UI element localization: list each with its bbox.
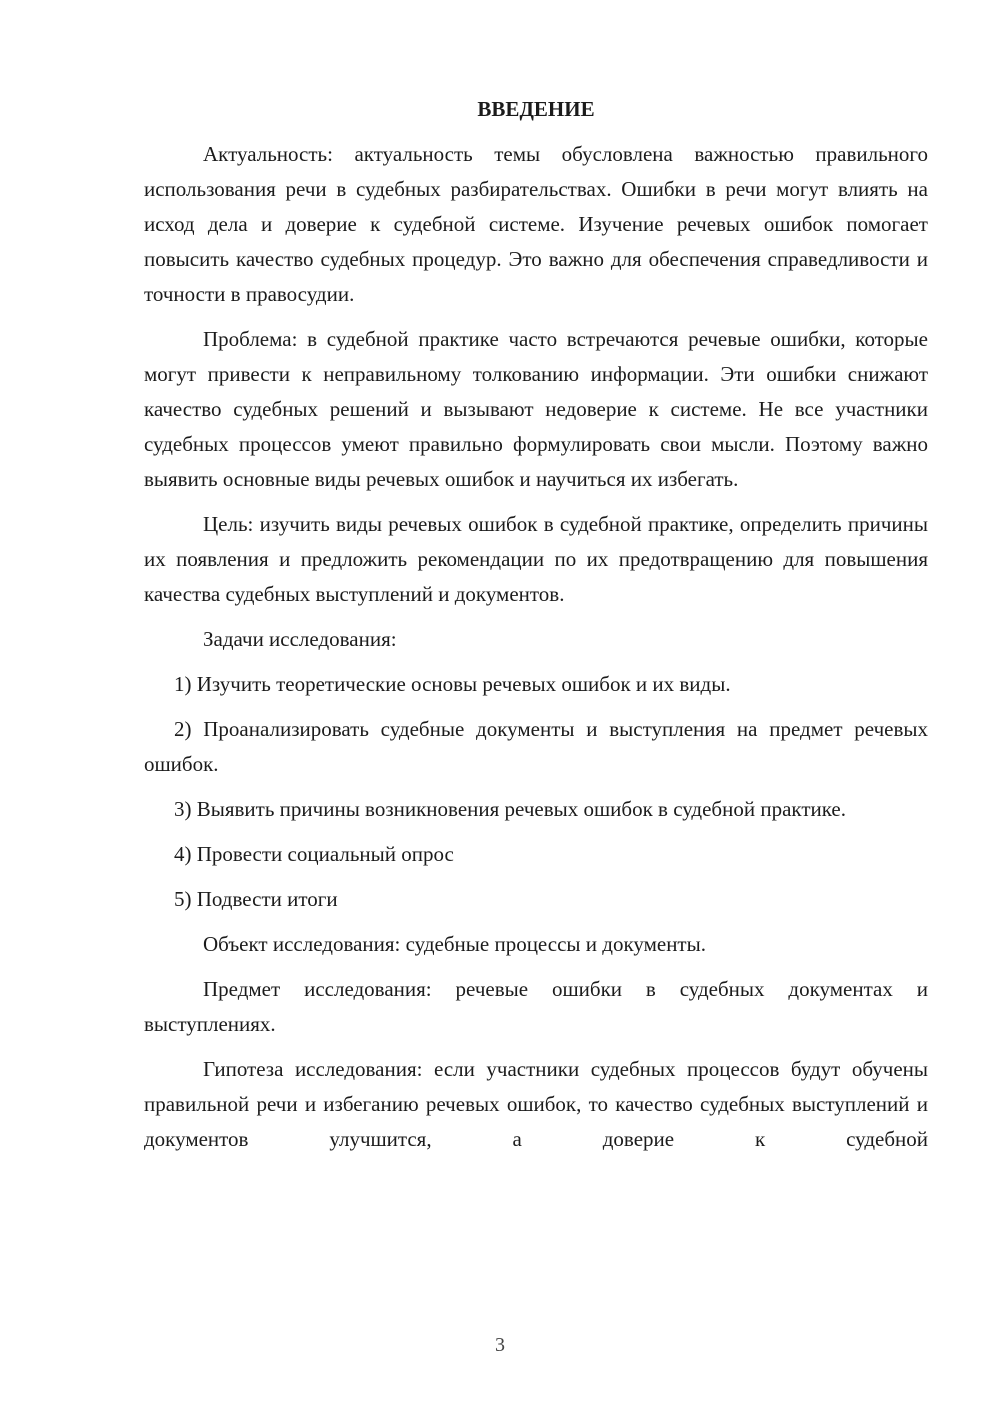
task-item-2: 2) Проанализировать судебные документы и выступления на предмет речевых ошибок. <box>144 717 928 776</box>
paragraph-object: Объект исследования: судебные процессы и документы. <box>203 932 706 956</box>
paragraph-goal: Цель: изучить виды речевых ошибок в судебной практике, определить причины их появления и предложить рекомендации по их предотвращению для повышения качества судебных выступлений и документов. <box>144 512 928 606</box>
paragraph-problem: Проблема: в судебной практике часто встречаются речевые ошибки, которые могут привести к неправильному толкованию информации. Эти ошибки снижают качество судебных решений и вызывают недоверие к системе. Не все участники судебных процессов умеют правильно формулировать свои мысли. Поэтому важно выявить основные виды речевых ошибок и научиться их избегать. <box>144 327 928 491</box>
document-page <box>144 92 928 1167</box>
tasks-heading: Задачи исследования: <box>203 627 397 651</box>
task-item-3: 3) Выявить причины возникновения речевых ошибок в судебной практике. <box>174 797 846 821</box>
paragraph-subject: Предмет исследования: речевые ошибки в судебных документах и выступлениях. <box>144 977 928 1036</box>
page-title: ВВЕДЕНИЕ <box>477 97 595 121</box>
task-item-5: 5) Подвести итоги <box>174 887 338 911</box>
paragraph-hypothesis: Гипотеза исследования: если участники судебных процессов будут обучены правильной речи и избеганию речевых ошибок, то качество судебных выступлений и документов улучшится, а доверие к судебной <box>144 1057 928 1151</box>
page-number: 3 <box>495 1334 505 1356</box>
task-item-1: 1) Изучить теоретические основы речевых ошибок и их виды. <box>174 672 731 696</box>
paragraph-relevance: Актуальность: актуальность темы обусловлена важностью правильного использования речи в судебных разбирательствах. Ошибки в речи могут влиять на исход дела и доверие к судебной системе. Изучение речевых ошибок помогает повысить качество судебных процедур. Это важно для обеспечения справедливости и точности в правосудии. <box>144 142 928 306</box>
task-item-4: 4) Провести социальный опрос <box>174 842 454 866</box>
